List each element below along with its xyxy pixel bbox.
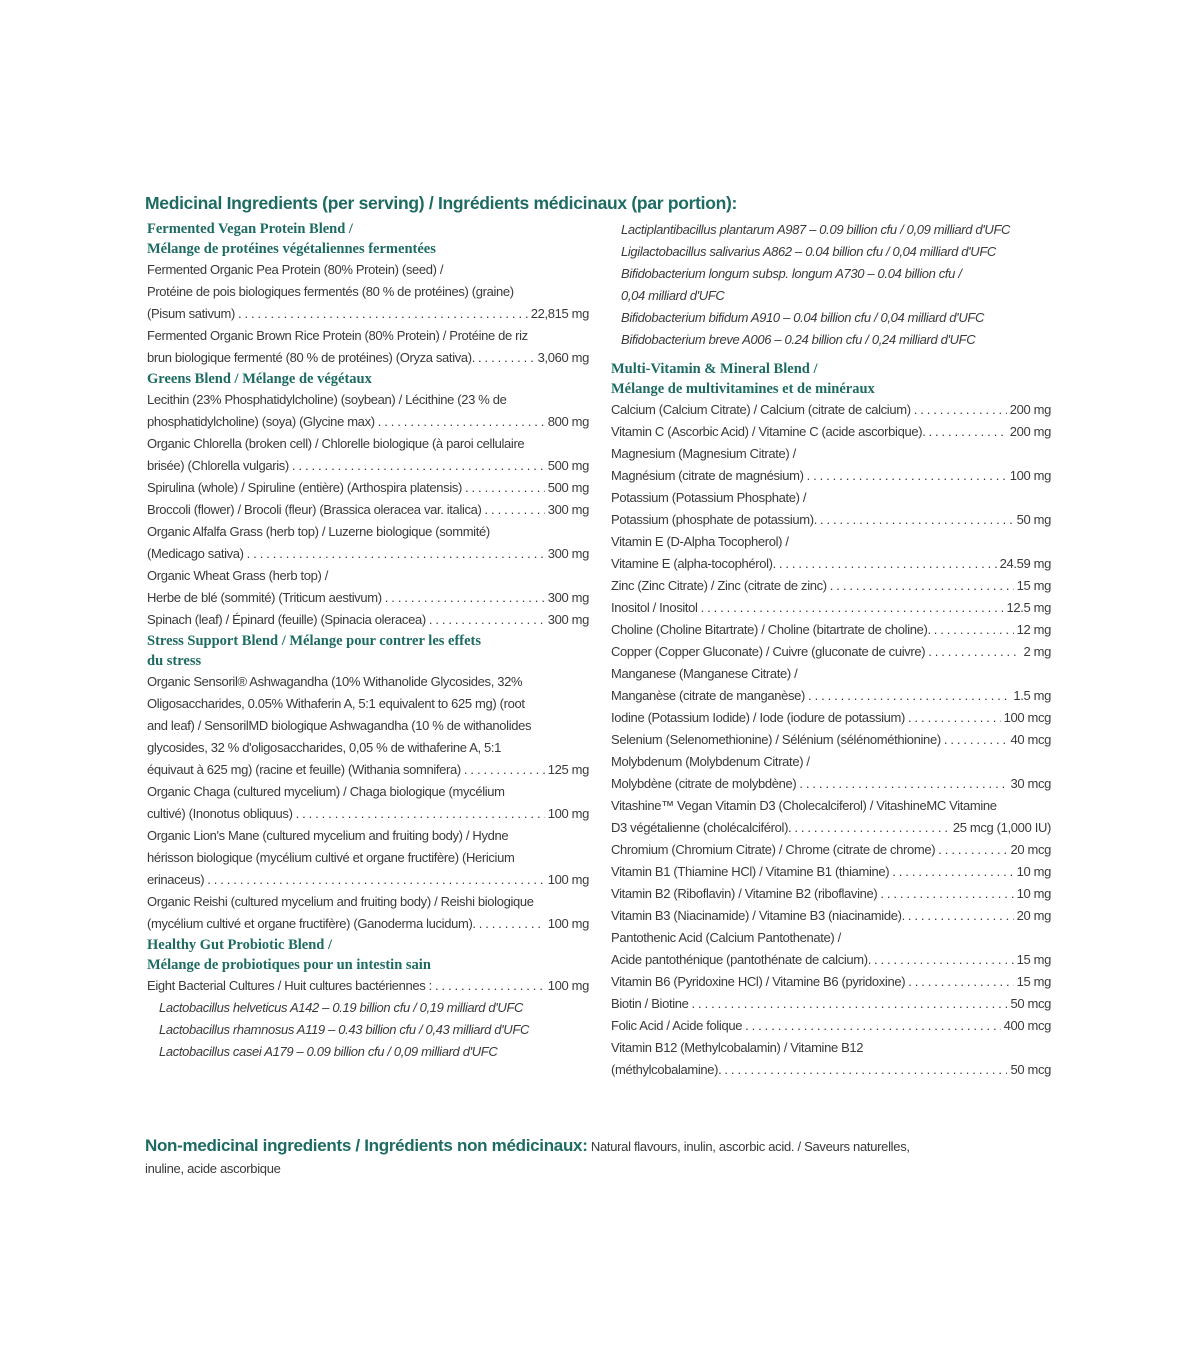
ingredient-name: Vitamin B6 (Pyridoxine HCl) / Vitamine B6 (pyridoxine)	[611, 974, 906, 989]
ingredient-text-line: Manganese (Manganese Citrate) /	[611, 666, 798, 681]
ingredient-text-line: Fermented Organic Brown Rice Protein (80% Protein) / Protéine de riz	[147, 328, 528, 343]
dot-leader	[465, 477, 545, 499]
ingredient-amount: 500 mg	[547, 458, 589, 473]
ingredient-amount: 25 mcg (1,000 IU)	[952, 820, 1051, 835]
dot-leader	[880, 883, 1013, 905]
ingredient-amount: 10 mg	[1016, 886, 1051, 901]
ingredient-amount: 30 mcg	[1010, 776, 1051, 791]
ingredient-text-line: Pantothenic Acid (Calcium Pantothenate) /	[611, 930, 841, 945]
ingredient-text-line: 0,04 milliard d'UFC	[621, 288, 725, 303]
dot-leader	[207, 869, 545, 891]
ingredient-text-line: Potassium (Potassium Phosphate) /	[611, 490, 807, 505]
dot-leader	[238, 303, 528, 325]
ingredient-row	[611, 839, 1051, 861]
ingredient-amount: 100 mg	[547, 978, 589, 993]
ingredient-amount: 300 mg	[547, 590, 589, 605]
ingredient-name: Inositol / Inositol	[611, 600, 698, 615]
ingredient-amount: 100 mg	[547, 872, 589, 887]
non-medicinal-text: Natural flavours, inulin, ascorbic acid. / Saveurs naturelles,	[590, 1139, 910, 1154]
ingredient-text-line: Molybdenum (Molybdenum Citrate) /	[611, 754, 810, 769]
ingredient-name: (méthylcobalamine).	[611, 1062, 722, 1077]
ingredient-text-line: Bifidobacterium longum subsp. longum A730 – 0.04 billion cfu /	[621, 266, 962, 281]
ingredient-text-line: Magnesium (Magnesium Citrate) /	[611, 446, 796, 461]
dot-leader	[464, 759, 545, 781]
ingredient-text-line: Fermented Organic Pea Protein (80% Protein) (seed) /	[147, 262, 444, 277]
ingredient-amount: 50 mcg	[1010, 996, 1051, 1011]
non-medicinal-text-cont: inuline, acide ascorbique	[145, 1161, 281, 1176]
page-title: Medicinal Ingredients (per serving) / Ingrédients médicinaux (par portion):	[145, 193, 738, 213]
blend-section	[611, 359, 1051, 1081]
ingredient-row	[611, 773, 1051, 795]
ingredient-name: Choline (Choline Bitartrate) / Choline (bitartrate de choline).	[611, 622, 931, 637]
ingredient-name: Herbe de blé (sommité) (Triticum aestivum)	[147, 590, 382, 605]
ingredient-amount: 3,060 mg	[537, 350, 589, 365]
dot-leader	[820, 509, 1014, 531]
ingredient-row	[147, 499, 589, 521]
ingredient-row	[147, 411, 589, 433]
ingredient-name: (Medicago sativa)	[147, 546, 244, 561]
ingredient-text-line: Vitamin B12 (Methylcobalamin) / Vitamine B12	[611, 1040, 864, 1055]
dot-leader	[938, 839, 1007, 861]
dot-leader	[892, 861, 1013, 883]
ingredient-amount: 20 mcg	[1010, 842, 1051, 857]
ingredient-name: cultivé) (Inonotus obliquus)	[147, 806, 293, 821]
ingredient-row	[611, 575, 1051, 597]
ingredient-row	[611, 553, 1051, 575]
dot-leader	[928, 421, 1006, 443]
ingredient-text-line: Vitamin E (D-Alpha Tocopherol) /	[611, 534, 789, 549]
dot-leader	[701, 597, 1004, 619]
ingredient-text-line: Organic Chaga (cultured mycelium) / Chaga biologique (mycélium	[147, 784, 505, 799]
ingredient-text-line: Organic Sensoril® Ashwagandha (10% Withanolide Glycosides, 32%	[147, 674, 523, 689]
ingredient-text-line: Organic Lion's Mane (cultured mycelium and fruiting body) / Hydne	[147, 828, 509, 843]
ingredient-row	[611, 971, 1051, 993]
ingredient-row	[611, 509, 1051, 531]
ingredient-row	[611, 685, 1051, 707]
ingredient-row	[147, 975, 589, 997]
ingredient-text-line: Organic Chlorella (broken cell) / Chlorelle biologique (à paroi cellulaire	[147, 436, 525, 451]
ingredient-row	[147, 609, 589, 631]
ingredient-amount: 20 mg	[1016, 908, 1051, 923]
ingredient-name: Copper (Copper Gluconate) / Cuivre (gluconate de cuivre)	[611, 644, 926, 659]
dot-leader	[808, 685, 1010, 707]
dot-leader	[724, 1059, 1007, 1081]
left-column	[147, 219, 589, 1063]
ingredient-row	[611, 421, 1051, 443]
ingredient-row	[611, 465, 1051, 487]
probiotic-continued-list	[611, 219, 1051, 351]
non-medicinal-ingredients	[145, 1135, 1045, 1180]
dot-leader	[874, 949, 1014, 971]
dot-leader	[692, 993, 1008, 1015]
dot-leader	[944, 729, 1008, 751]
ingredient-row	[611, 597, 1051, 619]
blend-heading: Multi-Vitamin & Mineral Blend /	[611, 361, 818, 377]
ingredient-row	[147, 759, 589, 781]
ingredient-amount: 200 mg	[1009, 424, 1051, 439]
dot-leader	[429, 609, 545, 631]
ingredient-row	[611, 729, 1051, 751]
ingredient-amount: 800 mg	[547, 414, 589, 429]
ingredient-amount: 100 mcg	[1003, 710, 1051, 725]
ingredient-row	[611, 861, 1051, 883]
ingredient-text-line: Ligilactobacillus salivarius A862 – 0.04 billion cfu / 0,04 milliard d'UFC	[621, 244, 996, 259]
dot-leader	[914, 399, 1007, 421]
ingredient-amount: 300 mg	[547, 502, 589, 517]
ingredient-name: Magnésium (citrate de magnésium)	[611, 468, 804, 483]
ingredient-amount: 100 mg	[547, 806, 589, 821]
ingredient-text-line: glycosides, 32 % d'oligosaccharides, 0,05 % de withaferine A, 5:1	[147, 740, 502, 755]
ingredient-name: Potassium (phosphate de potassium).	[611, 512, 817, 527]
ingredient-name: Eight Bacterial Cultures / Huit cultures bactériennes :	[147, 978, 432, 993]
ingredient-text-line: Lactobacillus rhamnosus A119 – 0.43 billion cfu / 0,43 milliard d'UFC	[159, 1022, 529, 1037]
ingredient-text-line: Bifidobacterium bifidum A910 – 0.04 billion cfu / 0,04 milliard d'UFC	[621, 310, 984, 325]
ingredient-row	[611, 817, 1051, 839]
ingredient-name: Vitamin C (Ascorbic Acid) / Vitamine C (acide ascorbique).	[611, 424, 926, 439]
ingredient-amount: 400 mcg	[1003, 1018, 1051, 1033]
ingredient-amount: 10 mg	[1016, 864, 1051, 879]
blend-section	[147, 631, 589, 935]
ingredient-row	[611, 707, 1051, 729]
ingredient-row	[147, 347, 589, 369]
ingredient-text-line: Organic Wheat Grass (herb top) /	[147, 568, 328, 583]
ingredient-name: Zinc (Zinc Citrate) / Zinc (citrate de zinc)	[611, 578, 827, 593]
ingredient-row	[611, 1015, 1051, 1037]
ingredient-row	[611, 949, 1051, 971]
ingredient-name: brisée) (Chlorella vulgaris)	[147, 458, 289, 473]
blend-heading: Fermented Vegan Protein Blend /	[147, 221, 353, 237]
right-column	[611, 219, 1051, 1081]
ingredient-text-line: Lactobacillus helveticus A142 – 0.19 billion cfu / 0,19 milliard d'UFC	[159, 1000, 524, 1015]
ingredient-text-line: Organic Alfalfa Grass (herb top) / Luzerne biologique (sommité)	[147, 524, 490, 539]
dot-leader	[908, 905, 1014, 927]
ingredient-name: erinaceus)	[147, 872, 205, 887]
ingredient-row	[611, 399, 1051, 421]
dot-leader	[799, 773, 1007, 795]
ingredient-text-line: Lecithin (23% Phosphatidylcholine) (soybean) / Lécithine (23 % de	[147, 392, 507, 407]
ingredient-row	[611, 619, 1051, 641]
ingredient-text-line: Organic Reishi (cultured mycelium and fruiting body) / Reishi biologique	[147, 894, 534, 909]
ingredient-name: Spinach (leaf) / Épinard (feuille) (Spinacia oleracea)	[147, 612, 426, 627]
ingredient-name: phosphatidylcholine) (soya) (Glycine max)	[147, 414, 375, 429]
ingredient-row	[611, 641, 1051, 663]
ingredient-text-line: Vitashine™ Vegan Vitamin D3 (Cholecalciferol) / VitashineMC Vitamine	[611, 798, 997, 813]
ingredient-amount: 12.5 mg	[1006, 600, 1051, 615]
ingredient-name: brun biologique fermenté (80 % de protéines) (Oryza sativa).	[147, 350, 476, 365]
blend-heading: Stress Support Blend / Mélange pour contrer les effets	[147, 633, 482, 649]
dot-leader	[794, 817, 950, 839]
blend-section	[147, 369, 589, 631]
dot-leader	[485, 499, 545, 521]
ingredient-text-line: Protéine de pois biologiques fermentés (80 % de protéines) (graine)	[147, 284, 514, 299]
ingredient-amount: 50 mcg	[1010, 1062, 1051, 1077]
ingredient-name: Chromium (Chromium Citrate) / Chrome (citrate de chrome)	[611, 842, 936, 857]
dot-leader	[745, 1015, 1000, 1037]
dot-leader	[934, 619, 1014, 641]
ingredient-amount: 15 mg	[1016, 974, 1051, 989]
ingredient-row	[611, 1059, 1051, 1081]
blend-heading: Greens Blend / Mélange de végétaux	[147, 371, 372, 387]
dot-leader	[807, 465, 1007, 487]
ingredient-amount: 125 mg	[547, 762, 589, 777]
ingredient-amount: 100 mg	[1009, 468, 1051, 483]
blend-heading: Mélange de protéines végétaliennes fermentées	[147, 241, 436, 257]
dot-leader	[378, 411, 545, 433]
blend-section	[147, 219, 589, 369]
ingredient-amount: 15 mg	[1016, 578, 1051, 593]
dot-leader	[296, 803, 545, 825]
dot-leader	[830, 575, 1014, 597]
ingredient-text-line: and leaf) / SensorilMD biologique Ashwagandha (10 % de withanolides	[147, 718, 532, 733]
dot-leader	[385, 587, 545, 609]
ingredient-row	[611, 993, 1051, 1015]
ingredient-row	[611, 883, 1051, 905]
ingredient-amount: 200 mg	[1009, 402, 1051, 417]
ingredient-amount: 2 mg	[1023, 644, 1051, 659]
ingredient-name: D3 végétalienne (cholécalciférol).	[611, 820, 792, 835]
ingredient-amount: 500 mg	[547, 480, 589, 495]
ingredient-name: Molybdène (citrate de molybdène)	[611, 776, 797, 791]
ingredient-row	[147, 455, 589, 477]
ingredient-name: Vitamin B3 (Niacinamide) / Vitamine B3 (niacinamide).	[611, 908, 905, 923]
ingredient-text-line: Bifidobacterium breve A006 – 0.24 billion cfu / 0,24 milliard d'UFC	[621, 332, 976, 347]
ingredient-name: Acide pantothénique (pantothénate de calcium).	[611, 952, 871, 967]
ingredient-name: Spirulina (whole) / Spiruline (entière) (Arthospira platensis)	[147, 480, 462, 495]
ingredient-name: (Pisum sativum)	[147, 306, 235, 321]
ingredient-text-line: hérisson biologique (mycélium cultivé et organe fructifère) (Hericium	[147, 850, 515, 865]
ingredient-name: Biotin / Biotine	[611, 996, 689, 1011]
ingredient-amount: 300 mg	[547, 546, 589, 561]
ingredient-row	[147, 587, 589, 609]
ingredient-row	[611, 905, 1051, 927]
vitamin-mineral-section	[611, 359, 1051, 1081]
dot-leader	[478, 347, 535, 369]
ingredient-amount: 100 mg	[547, 916, 589, 931]
dot-leader	[292, 455, 545, 477]
ingredient-row	[147, 803, 589, 825]
ingredient-amount: 22,815 mg	[530, 306, 589, 321]
ingredient-row	[147, 543, 589, 565]
ingredient-text-line: Oligosaccharides, 0.05% Withaferin A, 5:1 equivalent to 625 mg) (root	[147, 696, 525, 711]
ingredient-name: Calcium (Calcium Citrate) / Calcium (citrate de calcium)	[611, 402, 911, 417]
ingredient-amount: 50 mg	[1016, 512, 1051, 527]
blend-heading: Mélange de multivitamines et de minéraux	[611, 381, 875, 397]
ingredient-name: Iodine (Potassium Iodide) / Iode (iodure de potassium)	[611, 710, 905, 725]
ingredient-amount: 300 mg	[547, 612, 589, 627]
ingredient-name: (mycélium cultivé et organe fructifère) (Ganoderma lucidum).	[147, 916, 476, 931]
ingredient-row	[147, 869, 589, 891]
blend-section	[147, 935, 589, 1063]
ingredient-amount: 24.59 mg	[999, 556, 1051, 571]
ingredient-amount: 15 mg	[1016, 952, 1051, 967]
ingredient-name: Manganèse (citrate de manganèse)	[611, 688, 806, 703]
ingredient-amount: 40 mcg	[1010, 732, 1051, 747]
ingredient-text-line: Lactiplantibacillus plantarum A987 – 0.09 billion cfu / 0,09 milliard d'UFC	[621, 222, 1011, 237]
ingredient-name: Folic Acid / Acide folique	[611, 1018, 743, 1033]
ingredient-name: Vitamin B1 (Thiamine HCl) / Vitamine B1 (thiamine)	[611, 864, 890, 879]
ingredient-name: équivaut à 625 mg) (racine et feuille) (Withania somnifera)	[147, 762, 461, 777]
dot-leader	[928, 641, 1020, 663]
dot-leader	[479, 913, 545, 935]
ingredient-name: Selenium (Selenomethionine) / Sélénium (sélénométhionine)	[611, 732, 941, 747]
blend-heading: du stress	[147, 653, 202, 669]
dot-leader	[908, 971, 1013, 993]
blend-heading: Healthy Gut Probiotic Blend /	[147, 937, 333, 953]
ingredient-amount: 1.5 mg	[1013, 688, 1051, 703]
dot-leader	[779, 553, 997, 575]
ingredient-row	[147, 303, 589, 325]
ingredient-row	[147, 477, 589, 499]
non-medicinal-title: Non-medicinal ingredients / Ingrédients non médicinaux:	[145, 1136, 588, 1155]
ingredient-name: Vitamin B2 (Riboflavin) / Vitamine B2 (riboflavine)	[611, 886, 878, 901]
ingredient-name: Vitamine E (alpha-tocophérol).	[611, 556, 776, 571]
dot-leader	[435, 975, 545, 997]
ingredient-amount: 12 mg	[1016, 622, 1051, 637]
ingredient-row	[147, 913, 589, 935]
ingredient-text-line: Lactobacillus casei A179 – 0.09 billion cfu / 0,09 milliard d'UFC	[159, 1044, 498, 1059]
blend-heading: Mélange de probiotiques pour un intestin sain	[147, 957, 431, 973]
ingredient-name: Broccoli (flower) / Brocoli (fleur) (Brassica oleracea var. italica)	[147, 502, 482, 517]
dot-leader	[247, 543, 545, 565]
dot-leader	[908, 707, 1001, 729]
